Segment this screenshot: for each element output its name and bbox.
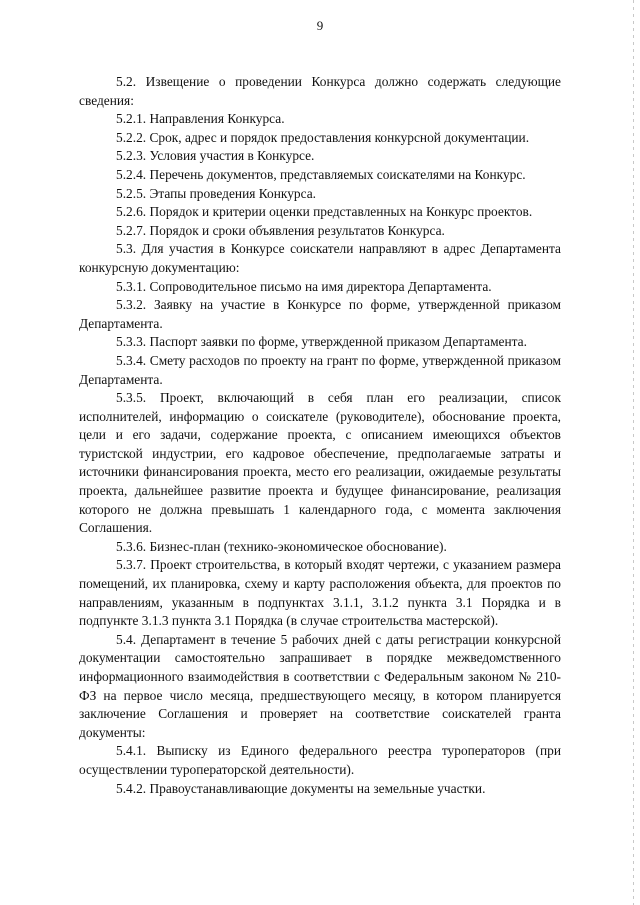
paragraph-5-4-1: 5.4.1. Выписку из Единого федерального реестра туроператоров (при осуществлении туроператорской деятельности).: [79, 743, 561, 777]
scan-edge-line: [633, 0, 634, 905]
paragraph-5-4: 5.4. Департамент в течение 5 рабочих дней с даты регистрации конкурсной документации самостоятельно запрашивает в порядке межведомственного информационного взаимодействия в соответствии с Федеральным законом № 210-ФЗ на первое число месяца, предшествующего месяцу, в котором планируется заключение Соглашения и проверяет на соответствие соискателей гранта документы:: [79, 631, 561, 740]
paragraph-5-3-5: 5.3.5. Проект, включающий в себя план его реализации, список исполнителей, информацию о соискателе (руководителе), обоснование проекта, цели и его задачи, содержание проекта, с описанием имеющихся объектов туристской индустрии, его кадровое обеспечение, предполагаемые затраты и источники финансирования проекта, место его реализации, ожидаемые результаты проекта, дальнейшее развитие проекта и будущее финансирование, реализация которого не должна превышать 1 календарного года, с момента заключения Соглашения.: [79, 390, 561, 536]
paragraph-5-2-7: 5.2.7. Порядок и сроки объявления результатов Конкурса.: [116, 222, 445, 238]
page-number: 9: [316, 18, 324, 33]
paragraph-5-2-1: 5.2.1. Направления Конкурса.: [116, 111, 285, 127]
paragraph-5-2-2: 5.2.2. Срок, адрес и порядок предоставления конкурсной документации.: [116, 129, 530, 145]
paragraph-5-3-4: 5.3.4. Смету расходов по проекту на грант по форме, утвержденной приказом Департамента.: [79, 352, 561, 387]
paragraph-5-4-2: 5.4.2. Правоустанавливающие документы на земельные участки.: [116, 780, 486, 796]
paragraph-5-2-3: 5.2.3. Условия участия в Конкурсе.: [116, 148, 315, 164]
paragraph-5-2-6: 5.2.6. Порядок и критерии оценки представленных на Конкурс проектов.: [116, 204, 533, 220]
paragraph-5-3-6: 5.3.6. Бизнес-план (технико-экономическое обоснование).: [116, 538, 447, 554]
paragraph-5-3-1: 5.3.1. Сопроводительное письмо на имя директора Департамента.: [116, 278, 492, 294]
paragraph-5-2: 5.2. Извещение о проведении Конкурса должно содержать следующие сведения:: [79, 74, 561, 108]
paragraph-5-2-4: 5.2.4. Перечень документов, представляемых соискателями на Конкурс.: [116, 166, 526, 182]
document-body: [79, 73, 561, 798]
paragraph-5-3: 5.3. Для участия в Конкурсе соискатели направляют в адрес Департамента конкурсную документацию:: [79, 241, 561, 275]
paragraph-5-3-3: 5.3.3. Паспорт заявки по форме, утвержденной приказом Департамента.: [116, 334, 527, 350]
paragraph-5-3-2: 5.3.2. Заявку на участие в Конкурсе по форме, утвержденной приказом Департамента.: [79, 297, 561, 331]
paragraph-5-2-5: 5.2.5. Этапы проведения Конкурса.: [116, 185, 317, 201]
paragraph-5-3-7: 5.3.7. Проект строительства, в который входят чертежи, с указанием размера помещений, их планировка, схему и карту расположения объекта, для проектов по направлениям, указанным в подпунктах 3.1.1, 3.1.2 пункта 3.1 Порядка и в подпункте 3.1.3 пункта 3.1 Порядка (в случае строительства мастерской).: [79, 557, 561, 629]
